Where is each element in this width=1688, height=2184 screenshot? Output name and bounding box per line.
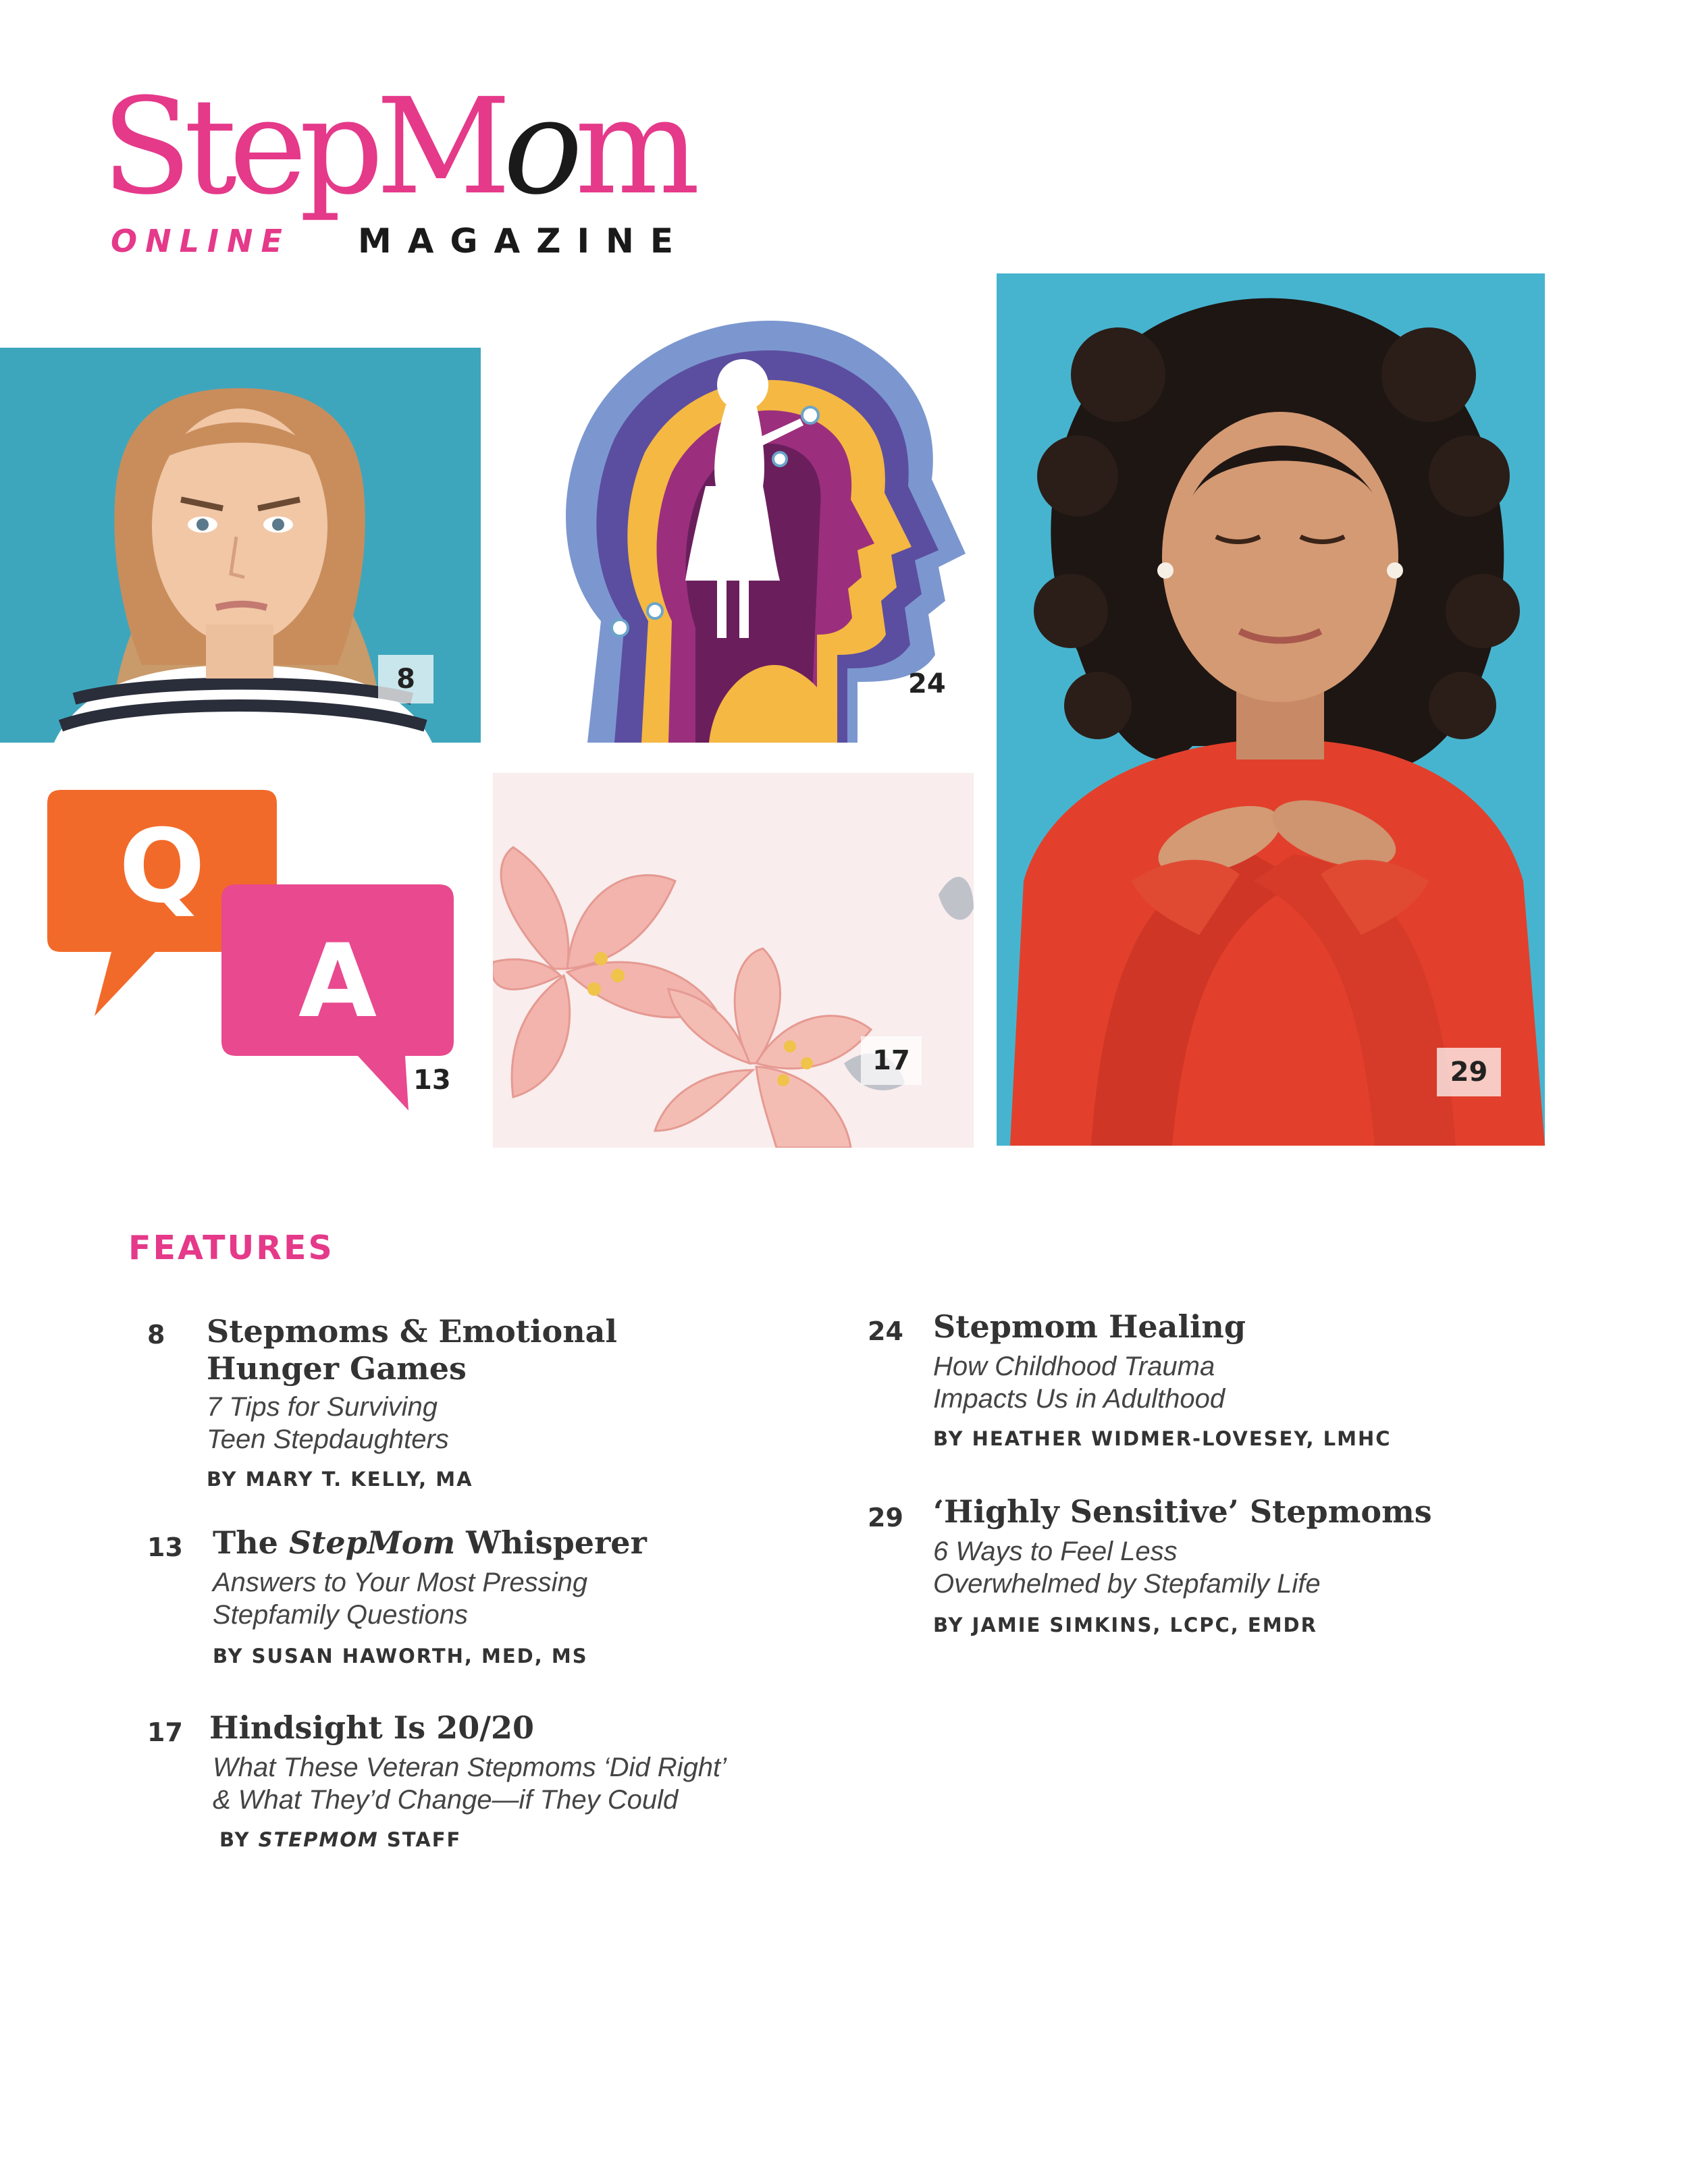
feature-byline: BY HEATHER WIDMER-LOVESEY, LMHC — [933, 1427, 1392, 1450]
feature-byline: BY STEPMOM STAFF — [219, 1828, 462, 1851]
calm-woman-illustration — [997, 273, 1545, 1146]
feature-title: The StepMom Whisperer — [213, 1524, 647, 1561]
lilies-illustration — [493, 773, 974, 1148]
features-heading: FEATURES — [128, 1229, 334, 1267]
feature-subtitle: What These Veteran Stepmoms ‘Did Right’ & What They’d Change—if They Could — [213, 1753, 727, 1815]
feature-subtitle: 7 Tips for Surviving Teen Stepdaughters — [207, 1392, 449, 1454]
logo-wordmark: StepMom — [101, 70, 693, 224]
a-letter: A — [298, 923, 377, 1040]
feature-subtitle: How Childhood Trauma Impacts Us in Adulthood — [933, 1352, 1225, 1414]
feature-byline: BY SUSAN HAWORTH, MED, MS — [213, 1645, 588, 1668]
q-letter: Q — [119, 808, 205, 926]
feature-title: Stepmoms & Emotional Hunger Games — [207, 1313, 617, 1387]
page-badge-29: 29 — [1437, 1048, 1501, 1096]
feature-page-number: 29 — [868, 1503, 903, 1533]
feature-subtitle: 6 Ways to Feel Less Overwhelmed by Stepfamily Life — [933, 1537, 1321, 1599]
article-image-watercolor-lilies[interactable] — [493, 773, 974, 1148]
logo-online-text: ONLINE — [111, 223, 290, 259]
article-image-teen-girl[interactable] — [0, 348, 481, 743]
page-badge-8: 8 — [378, 655, 433, 703]
page-number-13: 13 — [413, 1065, 451, 1096]
article-image-qa-bubbles[interactable] — [41, 783, 473, 1148]
feature-title: ‘Highly Sensitive’ Stepmoms — [933, 1493, 1432, 1530]
feature-page-number: 24 — [868, 1316, 903, 1346]
article-image-paper-head[interactable] — [540, 304, 993, 743]
feature-page-number: 13 — [147, 1533, 183, 1562]
page-badge-17: 17 — [861, 1036, 922, 1085]
qa-bubbles-illustration — [41, 783, 473, 1148]
feature-subtitle: Answers to Your Most Pressing Stepfamily Questions — [213, 1568, 588, 1630]
feature-byline: BY JAMIE SIMKINS, LCPC, EMDR — [933, 1614, 1317, 1636]
feature-page-number: 8 — [147, 1320, 165, 1350]
magazine-logo[interactable] — [101, 70, 695, 263]
feature-byline: BY MARY T. KELLY, MA — [207, 1468, 473, 1491]
page-number-24: 24 — [908, 668, 946, 699]
logo-magazine-text: MAGAZINE — [358, 221, 690, 261]
feature-title: Hindsight Is 20/20 — [209, 1709, 535, 1746]
article-image-calm-woman[interactable] — [997, 273, 1545, 1146]
feature-page-number: 17 — [147, 1717, 183, 1747]
feature-title: Stepmom Healing — [933, 1308, 1246, 1345]
